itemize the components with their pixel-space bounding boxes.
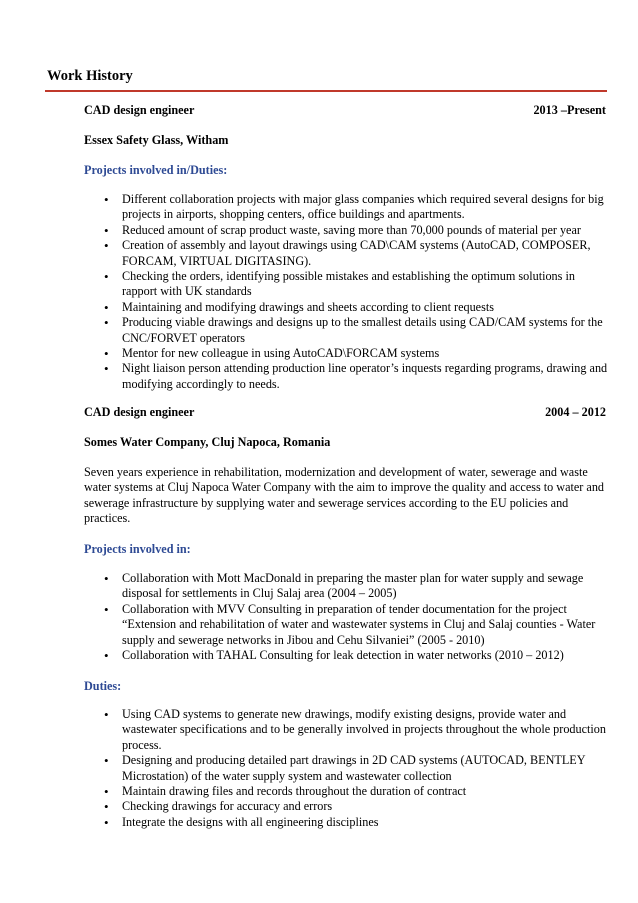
company-name: Somes Water Company, Cluj Napoca, Romania [84,435,331,449]
section-title: Work History [47,68,133,84]
list-item: • Checking drawings for accuracy and errors [104,799,608,814]
job-title: CAD design engineer [84,103,195,117]
company-name: Essex Safety Glass, Witham [84,133,229,147]
job-2-duties-list [104,707,608,830]
list-item: • Collaboration with Mott MacDonald in preparing the master plan for water supply and sewage disposal for settlements in Cluj Salaj area (2004 – 2005) [104,571,608,602]
list-item: • Different collaboration projects with major glass companies which required several designs for big projects in airports, shopping centers, office buildings and apartments. [104,192,608,223]
list-item: • Collaboration with MVV Consulting in preparation of tender documentation for the project “Extension and rehabilitation of water and wastewater systems in Cluj and Salaj counties - Water supply and sewerage networks in Jibou and Cehu Silvaniei” (2005 - 2010) [104,602,608,648]
job-1-duties-list [104,192,608,392]
job-dates: 2004 – 2012 [545,405,606,419]
list-item: • Checking the orders, identifying possible mistakes and establishing the optimum solutions in rapport with UK standards [104,269,608,300]
list-item: • Integrate the designs with all engineering disciplines [104,815,608,830]
list-item: • Using CAD systems to generate new drawings, modify existing designs, provide water and wastewater specifications and to be generally involved in projects throughout the whole production process. [104,707,608,753]
list-item: • Designing and producing detailed part drawings in 2D CAD systems (AUTOCAD, BENTLEY Microstation) of the water supply system and wastewater collection [104,753,608,784]
section-divider [45,90,607,92]
job-2-header [84,405,606,420]
projects-heading: Projects involved in: [84,542,191,556]
list-item: • Maintain drawing files and records throughout the duration of contract [104,784,608,799]
job-dates: 2013 –Present [533,103,606,117]
job-1-header [84,103,606,118]
list-item: • Maintaining and modifying drawings and sheets according to client requests [104,300,608,315]
duties-heading: Projects involved in/Duties: [84,163,228,177]
list-item: • Night liaison person attending production line operator’s inquests regarding programs, drawing and modifying accordingly to needs. [104,361,608,392]
job-summary: Seven years experience in rehabilitation, modernization and development of water, sewerage and waste water systems at Cluj Napoca Water Company with the aim to improve the quality and access to water and sewerage infrastructure by supplying water and sewerage services according to the EU policies and practices. [84,465,605,526]
list-item: • Creation of assembly and layout drawings using CAD\CAM systems (AutoCAD, COMPOSER, FORCAM, VIRTUAL DIGITASING). [104,238,608,269]
job-title: CAD design engineer [84,405,195,419]
list-item: • Producing viable drawings and designs up to the smallest details using CAD/CAM systems for the CNC/FORVET operators [104,315,608,346]
list-item: • Reduced amount of scrap product waste, saving more than 70,000 pounds of material per year [104,223,608,238]
list-item: • Mentor for new colleague in using AutoCAD\FORCAM systems [104,346,608,361]
duties-heading: Duties: [84,679,122,693]
job-2-projects-list [104,571,608,663]
list-item: • Collaboration with TAHAL Consulting for leak detection in water networks (2010 – 2012) [104,648,608,663]
